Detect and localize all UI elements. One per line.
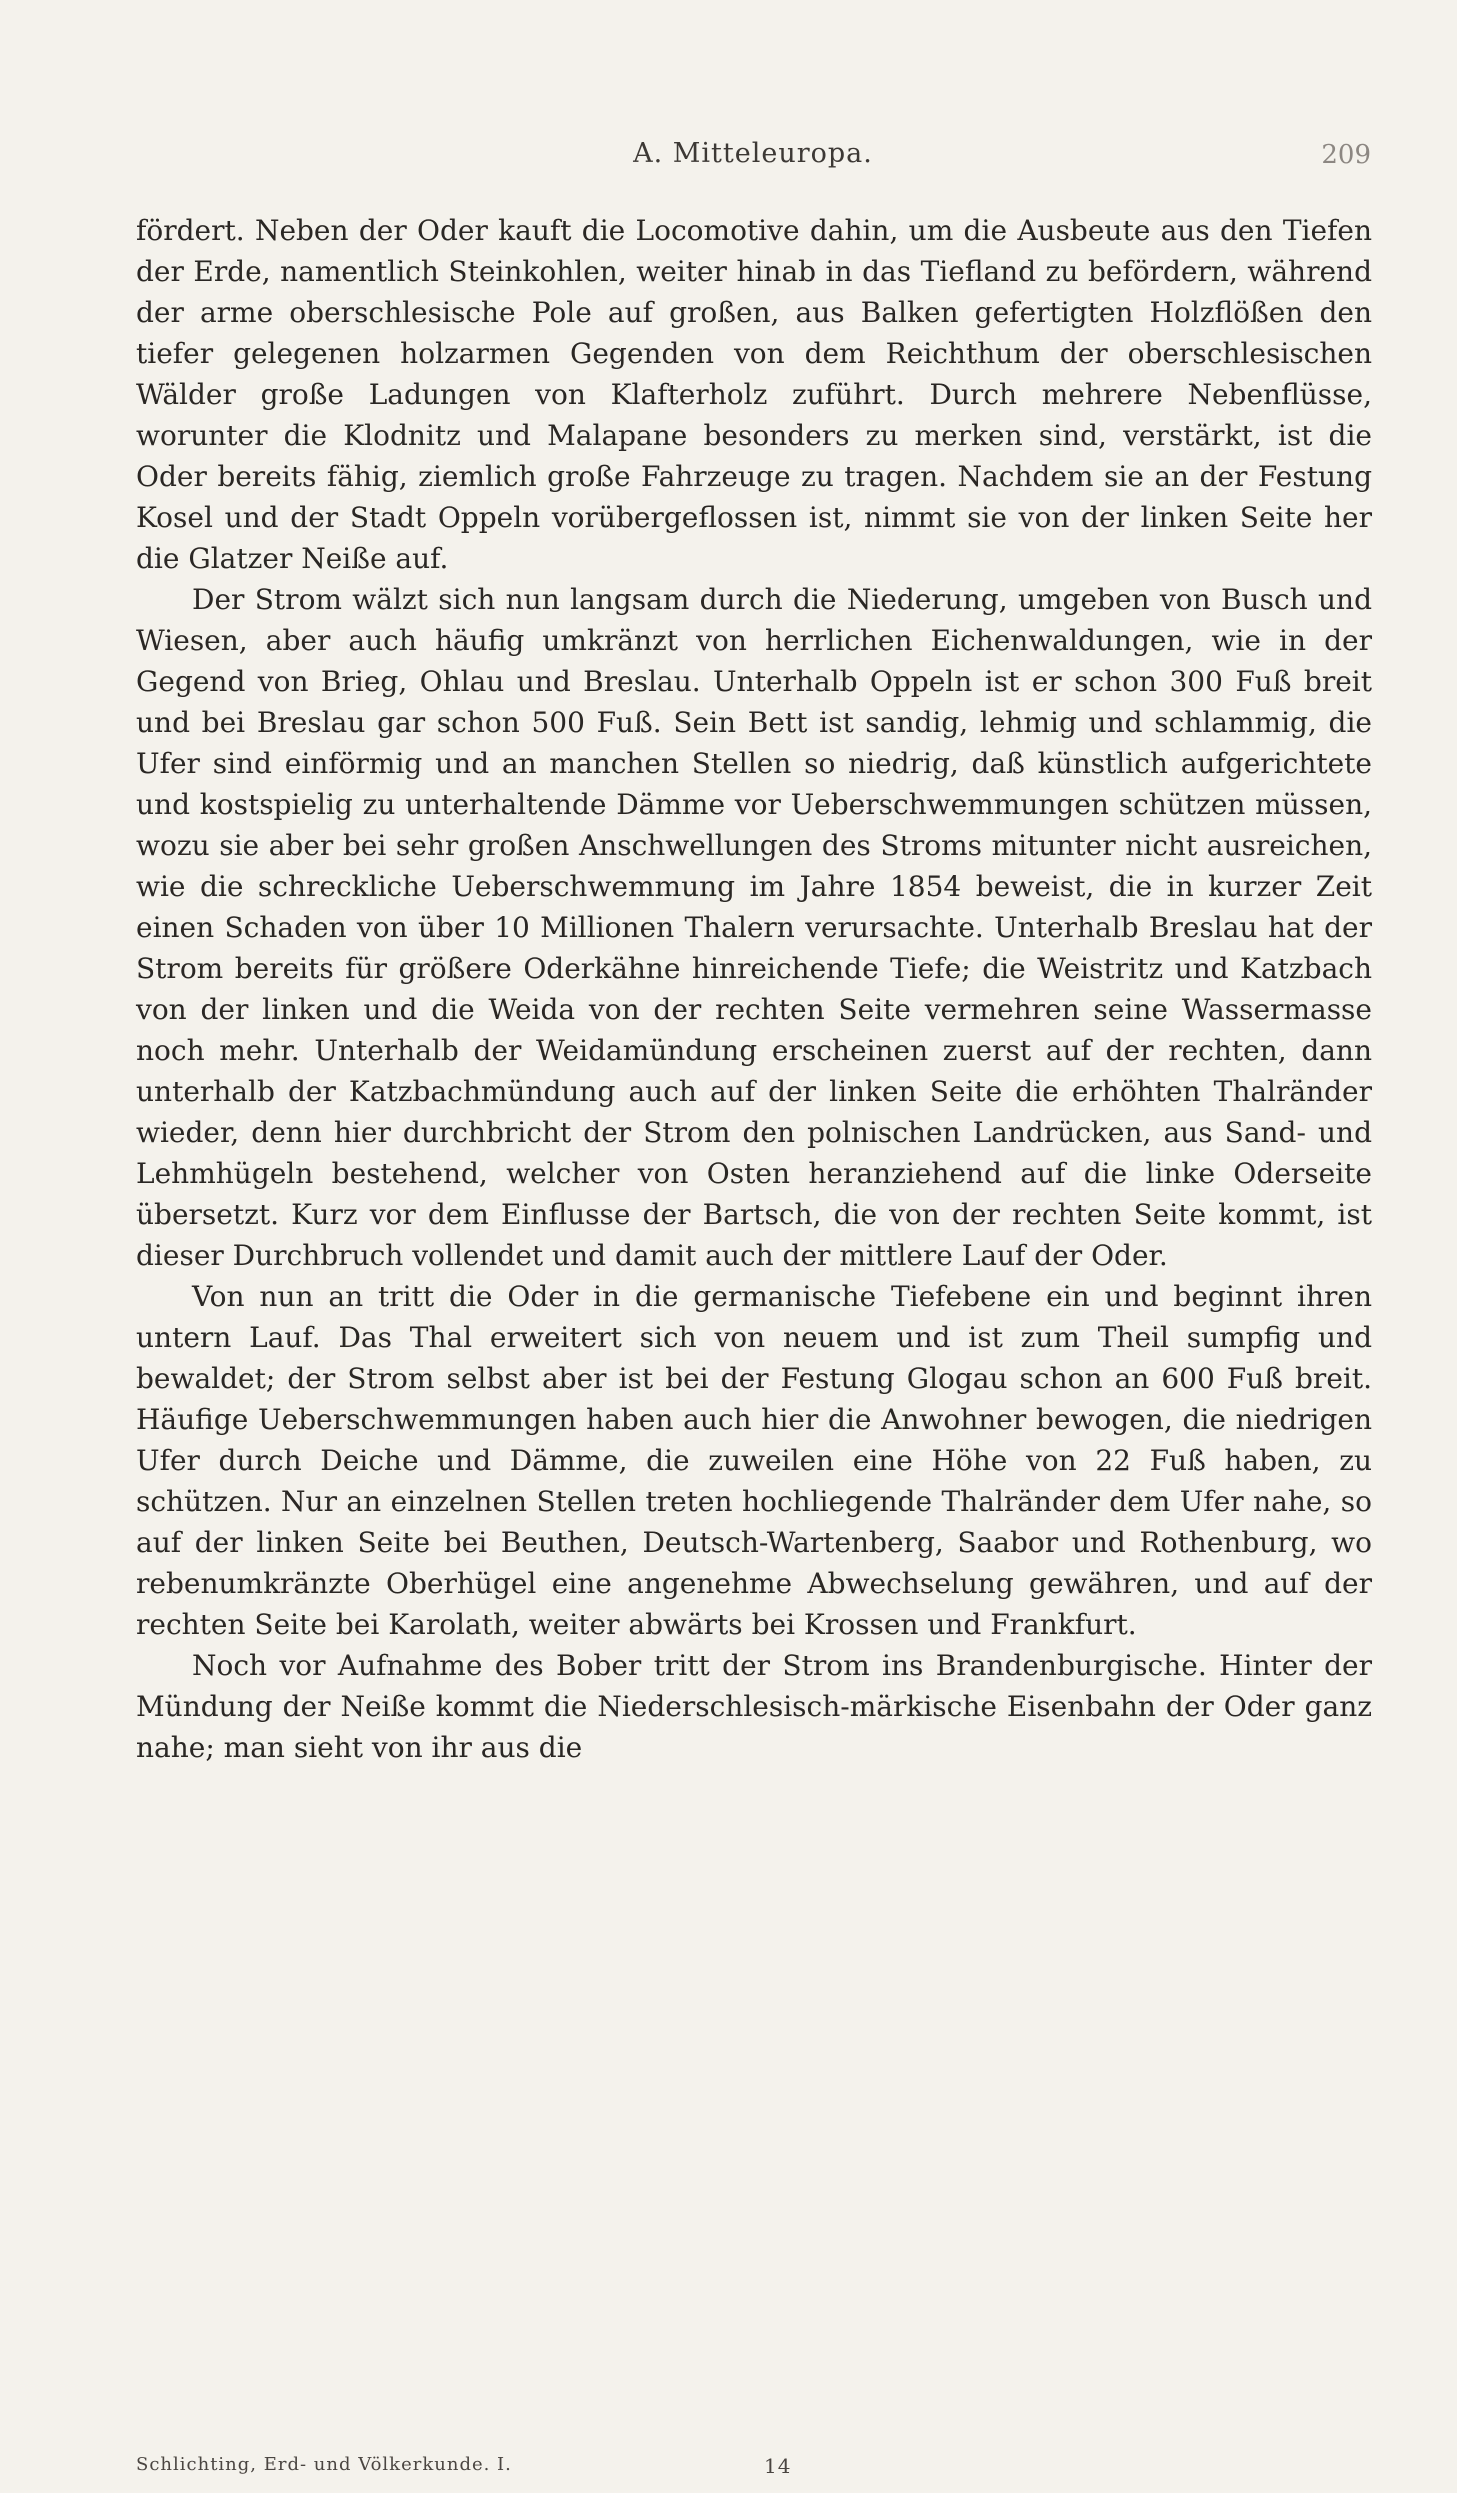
- page-number: 209: [1321, 140, 1371, 170]
- page-footer: [136, 2454, 956, 2480]
- paragraph-3: Von nun an tritt die Oder in die germanische Tiefebene ein und beginnt ihren untern Lauf. Das Thal erweitert sich von neuem und ist zum Theil sumpfig und bewaldet; der Strom selbst aber ist bei der Festung Glogau schon an 600 Fuß breit. Häufige Ueberschwemmungen haben auch hier die Anwohner bewogen, die niedrigen Ufer durch Deiche und Dämme, die zuweilen eine Höhe von 22 Fuß haben, zu schützen. Nur an einzelnen Stellen treten hochliegende Thalränder dem Ufer nahe, so auf der linken Seite bei Beuthen, Deutsch-Wartenberg, Saabor und Rothenburg, wo rebenumkränzte Oberhügel eine angenehme Abwechselung gewähren, und auf der rechten Seite bei Karolath, weiter abwärts bei Krossen und Frankfurt.: [136, 1280, 1372, 1641]
- running-head: A. Mitteleuropa.: [633, 138, 873, 169]
- page-header: [135, 138, 1371, 178]
- body-text: [136, 210, 1372, 1768]
- sheet-number: 14: [764, 2454, 792, 2478]
- paragraph-1: fördert. Neben der Oder kauft die Locomotive dahin, um die Ausbeute aus den Tiefen der Erde, namentlich Steinkohlen, weiter hinab in das Tiefland zu befördern, während der arme oberschlesische Pole auf großen, aus Balken gefertigten Holzflößen den tiefer gelegenen holzarmen Gegenden von dem Reichthum der oberschlesischen Wälder große Ladungen von Klafterholz zuführt. Durch mehrere Nebenflüsse, worunter die Klodnitz und Malapane besonders zu merken sind, verstärkt, ist die Oder bereits fähig, ziemlich große Fahrzeuge zu tragen. Nachdem sie an der Festung Kosel und der Stadt Oppeln vorübergeflossen ist, nimmt sie von der linken Seite her die Glatzer Neiße auf.: [136, 214, 1372, 575]
- paragraph-4: Noch vor Aufnahme des Bober tritt der Strom ins Brandenburgische. Hinter der Mündung der Neiße kommt die Niederschlesisch-märkische Eisenbahn der Oder ganz nahe; man sieht von ihr aus die: [136, 1649, 1372, 1764]
- printer-signature: Schlichting, Erd- und Völkerkunde. I.: [136, 2454, 512, 2475]
- paragraph-2: Der Strom wälzt sich nun langsam durch die Niederung, umgeben von Busch und Wiesen, aber auch häufig umkränzt von herrlichen Eichenwaldungen, wie in der Gegend von Brieg, Ohlau und Breslau. Unterhalb Oppeln ist er schon 300 Fuß breit und bei Breslau gar schon 500 Fuß. Sein Bett ist sandig, lehmig und schlammig, die Ufer sind einförmig und an manchen Stellen so niedrig, daß künstlich aufgerichtete und kostspielig zu unterhaltende Dämme vor Ueberschwemmungen schützen müssen, wozu sie aber bei sehr großen Anschwellungen des Stroms mitunter nicht ausreichen, wie die schreckliche Ueberschwemmung im Jahre 1854 beweist, die in kurzer Zeit einen Schaden von über 10 Millionen Thalern verursachte. Unterhalb Breslau hat der Strom bereits für größere Oderkähne hinreichende Tiefe; die Weistritz und Katzbach von der linken und die Weida von der rechten Seite vermehren seine Wassermasse noch mehr. Unterhalb der Weidamündung erscheinen zuerst auf der rechten, dann unterhalb der Katzbachmündung auch auf der linken Seite die erhöhten Thalränder wieder, denn hier durchbricht der Strom den polnischen Landrücken, aus Sand- und Lehmhügeln bestehend, welcher von Osten heranziehend auf die linke Oderseite übersetzt. Kurz vor dem Einflusse der Bartsch, die von der rechten Seite kommt, ist dieser Durchbruch vollendet und damit auch der mittlere Lauf der Oder.: [136, 583, 1372, 1272]
